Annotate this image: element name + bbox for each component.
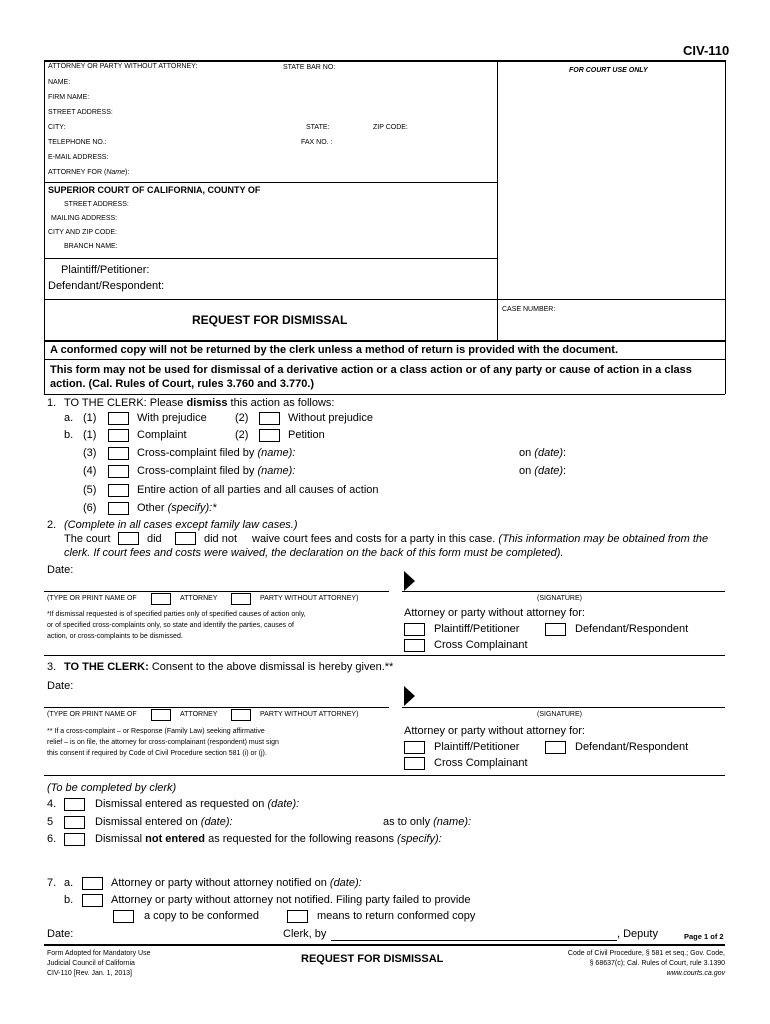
court-use-label: FOR COURT USE ONLY	[569, 67, 648, 74]
item1-number: 1.	[47, 397, 57, 409]
footer-left-line2: Judicial Council of California	[47, 960, 135, 967]
footer-title: REQUEST FOR DISMISSAL	[301, 953, 444, 965]
court-bottom-rule	[44, 258, 497, 259]
cross-complaint-2-text: Cross-complaint filed by	[137, 465, 258, 477]
sig2-attorney-label: ATTORNEY	[180, 711, 218, 718]
cross-complaint-1-label	[137, 447, 295, 459]
notice-right-border	[725, 340, 726, 394]
footer-right-line1: Code of Civil Procedure, § 581 et seq.; Gov. Code,	[567, 950, 725, 957]
sig2-arrow-icon	[404, 686, 415, 706]
clerk-by-label: Clerk, by	[283, 928, 327, 940]
name-label: NAME:	[48, 79, 71, 86]
entered-as-requested-date: (date):	[267, 798, 300, 810]
street-address-label: STREET ADDRESS:	[48, 109, 113, 116]
item1-instruction	[64, 397, 334, 409]
sig2-plaintiff-checkbox[interactable]	[404, 741, 425, 754]
means-return-checkbox[interactable]	[287, 910, 308, 923]
notified-label	[111, 877, 362, 889]
class-action-notice-line2: action. (Cal. Rules of Court, rules 3.760 and 3.770.)	[50, 378, 315, 390]
section-rule-2	[44, 775, 725, 776]
sig2-signature-line	[402, 707, 725, 708]
clerk-heading: (To be completed by clerk)	[47, 782, 177, 794]
defendant-label: Defendant/Respondent:	[48, 280, 165, 292]
court-did-not-checkbox[interactable]	[175, 532, 196, 545]
item1-dismiss: dismiss	[186, 397, 228, 409]
cross-complaint-2-on-date	[519, 465, 566, 477]
sig1-attorney-checkbox[interactable]	[151, 593, 171, 605]
sig2-for-label: Attorney or party without attorney for:	[404, 725, 585, 737]
sig2-signature-caption: (SIGNATURE)	[537, 711, 582, 718]
sig2-defendant-checkbox[interactable]	[545, 741, 566, 754]
item7a-label: a.	[64, 877, 74, 889]
item1a-label: a.	[64, 412, 74, 424]
footnote1-line2: or of specified cross-complaints only, so state and identify the parties, causes of	[47, 622, 294, 629]
footnote2-line2: relief – is on file, the attorney for cross-complainant (respondent) must sign	[47, 739, 279, 746]
form-id: CIV-110	[683, 43, 730, 58]
sig1-defendant-label: Defendant/Respondent	[575, 623, 689, 635]
not-entered-bold: not entered	[145, 833, 206, 845]
not-entered-specify: (specify):	[397, 833, 442, 845]
header-top-rule	[44, 60, 725, 62]
item6-number: 6.	[47, 833, 57, 845]
other-text: Other	[137, 502, 168, 514]
sig1-cross-checkbox[interactable]	[404, 639, 425, 652]
class-action-notice-line1: This form may not be used for dismissal of a derivative action or a class action or of any party or cause of action in a class	[50, 364, 692, 376]
the-court-label: The court	[64, 533, 111, 545]
without-prejudice-checkbox[interactable]	[259, 412, 280, 425]
sig1-date-label: Date:	[47, 564, 74, 576]
attorney-bottom-rule	[44, 182, 497, 183]
date-text: (date)	[534, 447, 564, 459]
petition-checkbox[interactable]	[259, 429, 280, 442]
sig2-cross-checkbox[interactable]	[404, 757, 425, 770]
colon-text: :	[563, 447, 567, 459]
footnote2-line3: this consent if required by Code of Civil Procedure section 581 (i) or (j).	[47, 750, 267, 757]
notice-rule	[44, 359, 725, 360]
case-number-label: CASE NUMBER:	[502, 306, 556, 313]
item1b5-number: (5)	[83, 484, 97, 496]
footer-right-line2: § 68637(c); Cal. Rules of Court, rule 3.1390	[589, 960, 725, 967]
clerk-date-label: Date:	[47, 928, 74, 940]
sig1-arrow-icon	[404, 571, 415, 591]
notice-left-border	[44, 340, 45, 394]
means-return-label: means to return conformed copy	[317, 910, 476, 922]
sig1-signature-line	[402, 591, 725, 592]
section-rule-1	[44, 655, 725, 656]
not-entered-post: as requested for the following reasons	[205, 833, 398, 845]
cross-complaint-1-on-date	[519, 447, 566, 459]
notified-date: (date):	[329, 877, 362, 889]
sig1-party-checkbox[interactable]	[231, 593, 251, 605]
header-right-border	[725, 60, 726, 341]
sig1-attorney-label: ATTORNEY	[180, 595, 218, 602]
item7b-label: b.	[64, 894, 74, 906]
other-checkbox[interactable]	[108, 502, 129, 515]
sig1-cross-label: Cross Complainant	[434, 639, 528, 651]
entered-as-requested-checkbox[interactable]	[64, 798, 85, 811]
cross-complaint-1-text: Cross-complaint filed by	[137, 447, 258, 459]
cross-complaint-2-label	[137, 465, 295, 477]
sig1-name-line	[44, 591, 389, 592]
as-to-only-label	[383, 816, 471, 828]
not-entered-checkbox[interactable]	[64, 833, 85, 846]
state-label: STATE:	[306, 124, 330, 131]
item1b1-number: (1)	[83, 429, 97, 441]
item1-tail: this action as follows:	[227, 397, 335, 409]
item1-lead: TO THE CLERK: Please	[64, 397, 187, 409]
notified-text: Attorney or party without attorney notified on	[111, 877, 330, 889]
court-mailing-label: MAILING ADDRESS:	[51, 215, 118, 222]
footer-left-line1: Form Adopted for Mandatory Use	[47, 950, 151, 957]
on-text: on	[519, 465, 535, 477]
item1b4-number: (4)	[83, 465, 97, 477]
waive-info-line2: clerk. If court fees and costs were waived, the declaration on the back of this form must be completed).	[64, 547, 564, 559]
item3-consent: Consent to the above dismissal is hereby given.**	[151, 661, 394, 673]
waive-text	[252, 533, 708, 545]
with-prejudice-label: With prejudice	[137, 412, 207, 424]
item1b-label: b.	[64, 429, 74, 441]
item3-number: 3.	[47, 661, 57, 673]
attorney-for-label	[48, 169, 129, 176]
footer-left-line3: CIV-110 [Rev. Jan. 1, 2013]	[47, 970, 132, 977]
notice-bottom-rule	[44, 394, 725, 395]
sig2-type-print: (TYPE OR PRINT NAME OF	[47, 711, 137, 718]
item2-number: 2.	[47, 519, 57, 531]
cross-complaint-1-checkbox[interactable]	[108, 447, 129, 460]
item5-number: 5	[47, 816, 54, 828]
page-number: Page 1 of 2	[684, 932, 724, 941]
entered-as-requested-text: Dismissal entered as requested on	[95, 798, 268, 810]
date-text: (date)	[534, 465, 564, 477]
entered-on-text: Dismissal entered on	[95, 816, 201, 828]
as-to-only-name: (name):	[433, 816, 472, 828]
sig1-party-label: PARTY WITHOUT ATTORNEY)	[260, 595, 359, 602]
entire-action-label: Entire action of all parties and all causes of action	[137, 484, 379, 496]
sig1-for-label: Attorney or party without attorney for:	[404, 607, 585, 619]
item1b3-number: (3)	[83, 447, 97, 459]
sig2-defendant-label: Defendant/Respondent	[575, 741, 689, 753]
as-to-only-text: as to only	[383, 816, 434, 828]
on-text: on	[519, 447, 535, 459]
conformed-notice: A conformed copy will not be returned by the clerk unless a method of return is provided with the document.	[50, 344, 618, 356]
plaintiff-label: Plaintiff/Petitioner:	[61, 264, 150, 276]
sig2-party-label: PARTY WITHOUT ATTORNEY)	[260, 711, 359, 718]
title-bottom-rule	[44, 340, 725, 342]
item2-lead: (Complete in all cases except family law cases.)	[64, 519, 298, 531]
waive-main: waive court fees and costs for a party in this case.	[252, 533, 499, 545]
not-notified-checkbox[interactable]	[82, 894, 103, 907]
clerk-signature-line	[331, 940, 617, 941]
sig2-cross-label: Cross Complainant	[434, 757, 528, 769]
petition-label: Petition	[288, 429, 325, 441]
firm-name-label: FIRM NAME:	[48, 94, 90, 101]
sig2-party-checkbox[interactable]	[231, 709, 251, 721]
state-bar-label: STATE BAR NO:	[283, 64, 336, 71]
court-did-label: did	[147, 533, 162, 545]
item1b6-number: (6)	[83, 502, 97, 514]
city-label: CITY:	[48, 124, 66, 131]
sig1-defendant-checkbox[interactable]	[545, 623, 566, 636]
entire-action-checkbox[interactable]	[108, 484, 129, 497]
item3-text	[64, 661, 393, 673]
attorney-for-close: ):	[125, 169, 130, 176]
cross-complaint-2-checkbox[interactable]	[108, 465, 129, 478]
entered-on-date: (date):	[200, 816, 233, 828]
item4-number: 4.	[47, 798, 57, 810]
sig2-date-label: Date:	[47, 680, 74, 692]
complaint-checkbox[interactable]	[108, 429, 129, 442]
colon-text: :	[563, 465, 567, 477]
court-branch-label: BRANCH NAME:	[64, 243, 118, 250]
other-specify: (specify):*	[167, 502, 217, 514]
entered-on-label	[95, 816, 233, 828]
deputy-label: , Deputy	[617, 928, 658, 940]
entered-on-checkbox[interactable]	[64, 816, 85, 829]
notified-checkbox[interactable]	[82, 877, 103, 890]
item1a1-number: (1)	[83, 412, 97, 424]
copy-conformed-checkbox[interactable]	[113, 910, 134, 923]
item7-number: 7.	[47, 877, 57, 889]
copy-conformed-label: a copy to be conformed	[144, 910, 259, 922]
footer-right-line3[interactable]: www.courts.ca.gov	[666, 970, 725, 977]
court-title: SUPERIOR COURT OF CALIFORNIA, COUNTY OF	[48, 185, 261, 195]
with-prejudice-checkbox[interactable]	[108, 412, 129, 425]
court-city-zip-label: CITY AND ZIP CODE:	[48, 229, 117, 236]
attorney-for-open: ATTORNEY FOR (	[48, 169, 107, 176]
item1a2-number: (2)	[235, 412, 249, 424]
footer-rule	[44, 944, 725, 946]
court-did-checkbox[interactable]	[118, 532, 139, 545]
court-did-not-label: did not	[204, 533, 238, 545]
document-title: REQUEST FOR DISMISSAL	[192, 313, 348, 327]
other-label	[137, 502, 216, 514]
attorney-label: ATTORNEY OR PARTY WITHOUT ATTORNEY:	[48, 63, 198, 70]
attorney-for-name: Name	[106, 169, 126, 176]
item1b2-number: (2)	[235, 429, 249, 441]
sig2-name-line	[44, 707, 389, 708]
cross-complaint-1-name: (name):	[257, 447, 296, 459]
sig2-attorney-checkbox[interactable]	[151, 709, 171, 721]
sig1-signature-caption: (SIGNATURE)	[537, 595, 582, 602]
parties-bottom-rule	[44, 299, 725, 300]
item3-lead: TO THE CLERK:	[64, 661, 149, 673]
not-entered-label	[95, 833, 442, 845]
sig2-plaintiff-label: Plaintiff/Petitioner	[434, 741, 520, 753]
sig1-plaintiff-label: Plaintiff/Petitioner	[434, 623, 520, 635]
not-notified-label: Attorney or party without attorney not notified. Filing party failed to provide	[111, 894, 471, 906]
waive-info: (This information may be obtained from the	[498, 533, 709, 545]
complaint-label: Complaint	[137, 429, 187, 441]
fax-label: FAX NO. :	[301, 139, 333, 146]
zip-label: ZIP CODE:	[373, 124, 408, 131]
not-entered-pre: Dismissal	[95, 833, 146, 845]
footnote1-line3: action, or cross-complaints to be dismissed.	[47, 633, 183, 640]
footnote1-line1: *If dismissal requested is of specified parties only of specified causes of action only,	[47, 611, 306, 618]
court-street-label: STREET ADDRESS:	[64, 201, 129, 208]
email-label: E-MAIL ADDRESS:	[48, 154, 109, 161]
entered-as-requested-label	[95, 798, 299, 810]
footnote2-line1: ** If a cross-complaint – or Response (Family Law) seeking affirmative	[47, 728, 265, 735]
telephone-label: TELEPHONE NO.:	[48, 139, 107, 146]
sig1-type-print: (TYPE OR PRINT NAME OF	[47, 595, 137, 602]
without-prejudice-label: Without prejudice	[288, 412, 373, 424]
cross-complaint-2-name: (name):	[257, 465, 296, 477]
sig1-plaintiff-checkbox[interactable]	[404, 623, 425, 636]
